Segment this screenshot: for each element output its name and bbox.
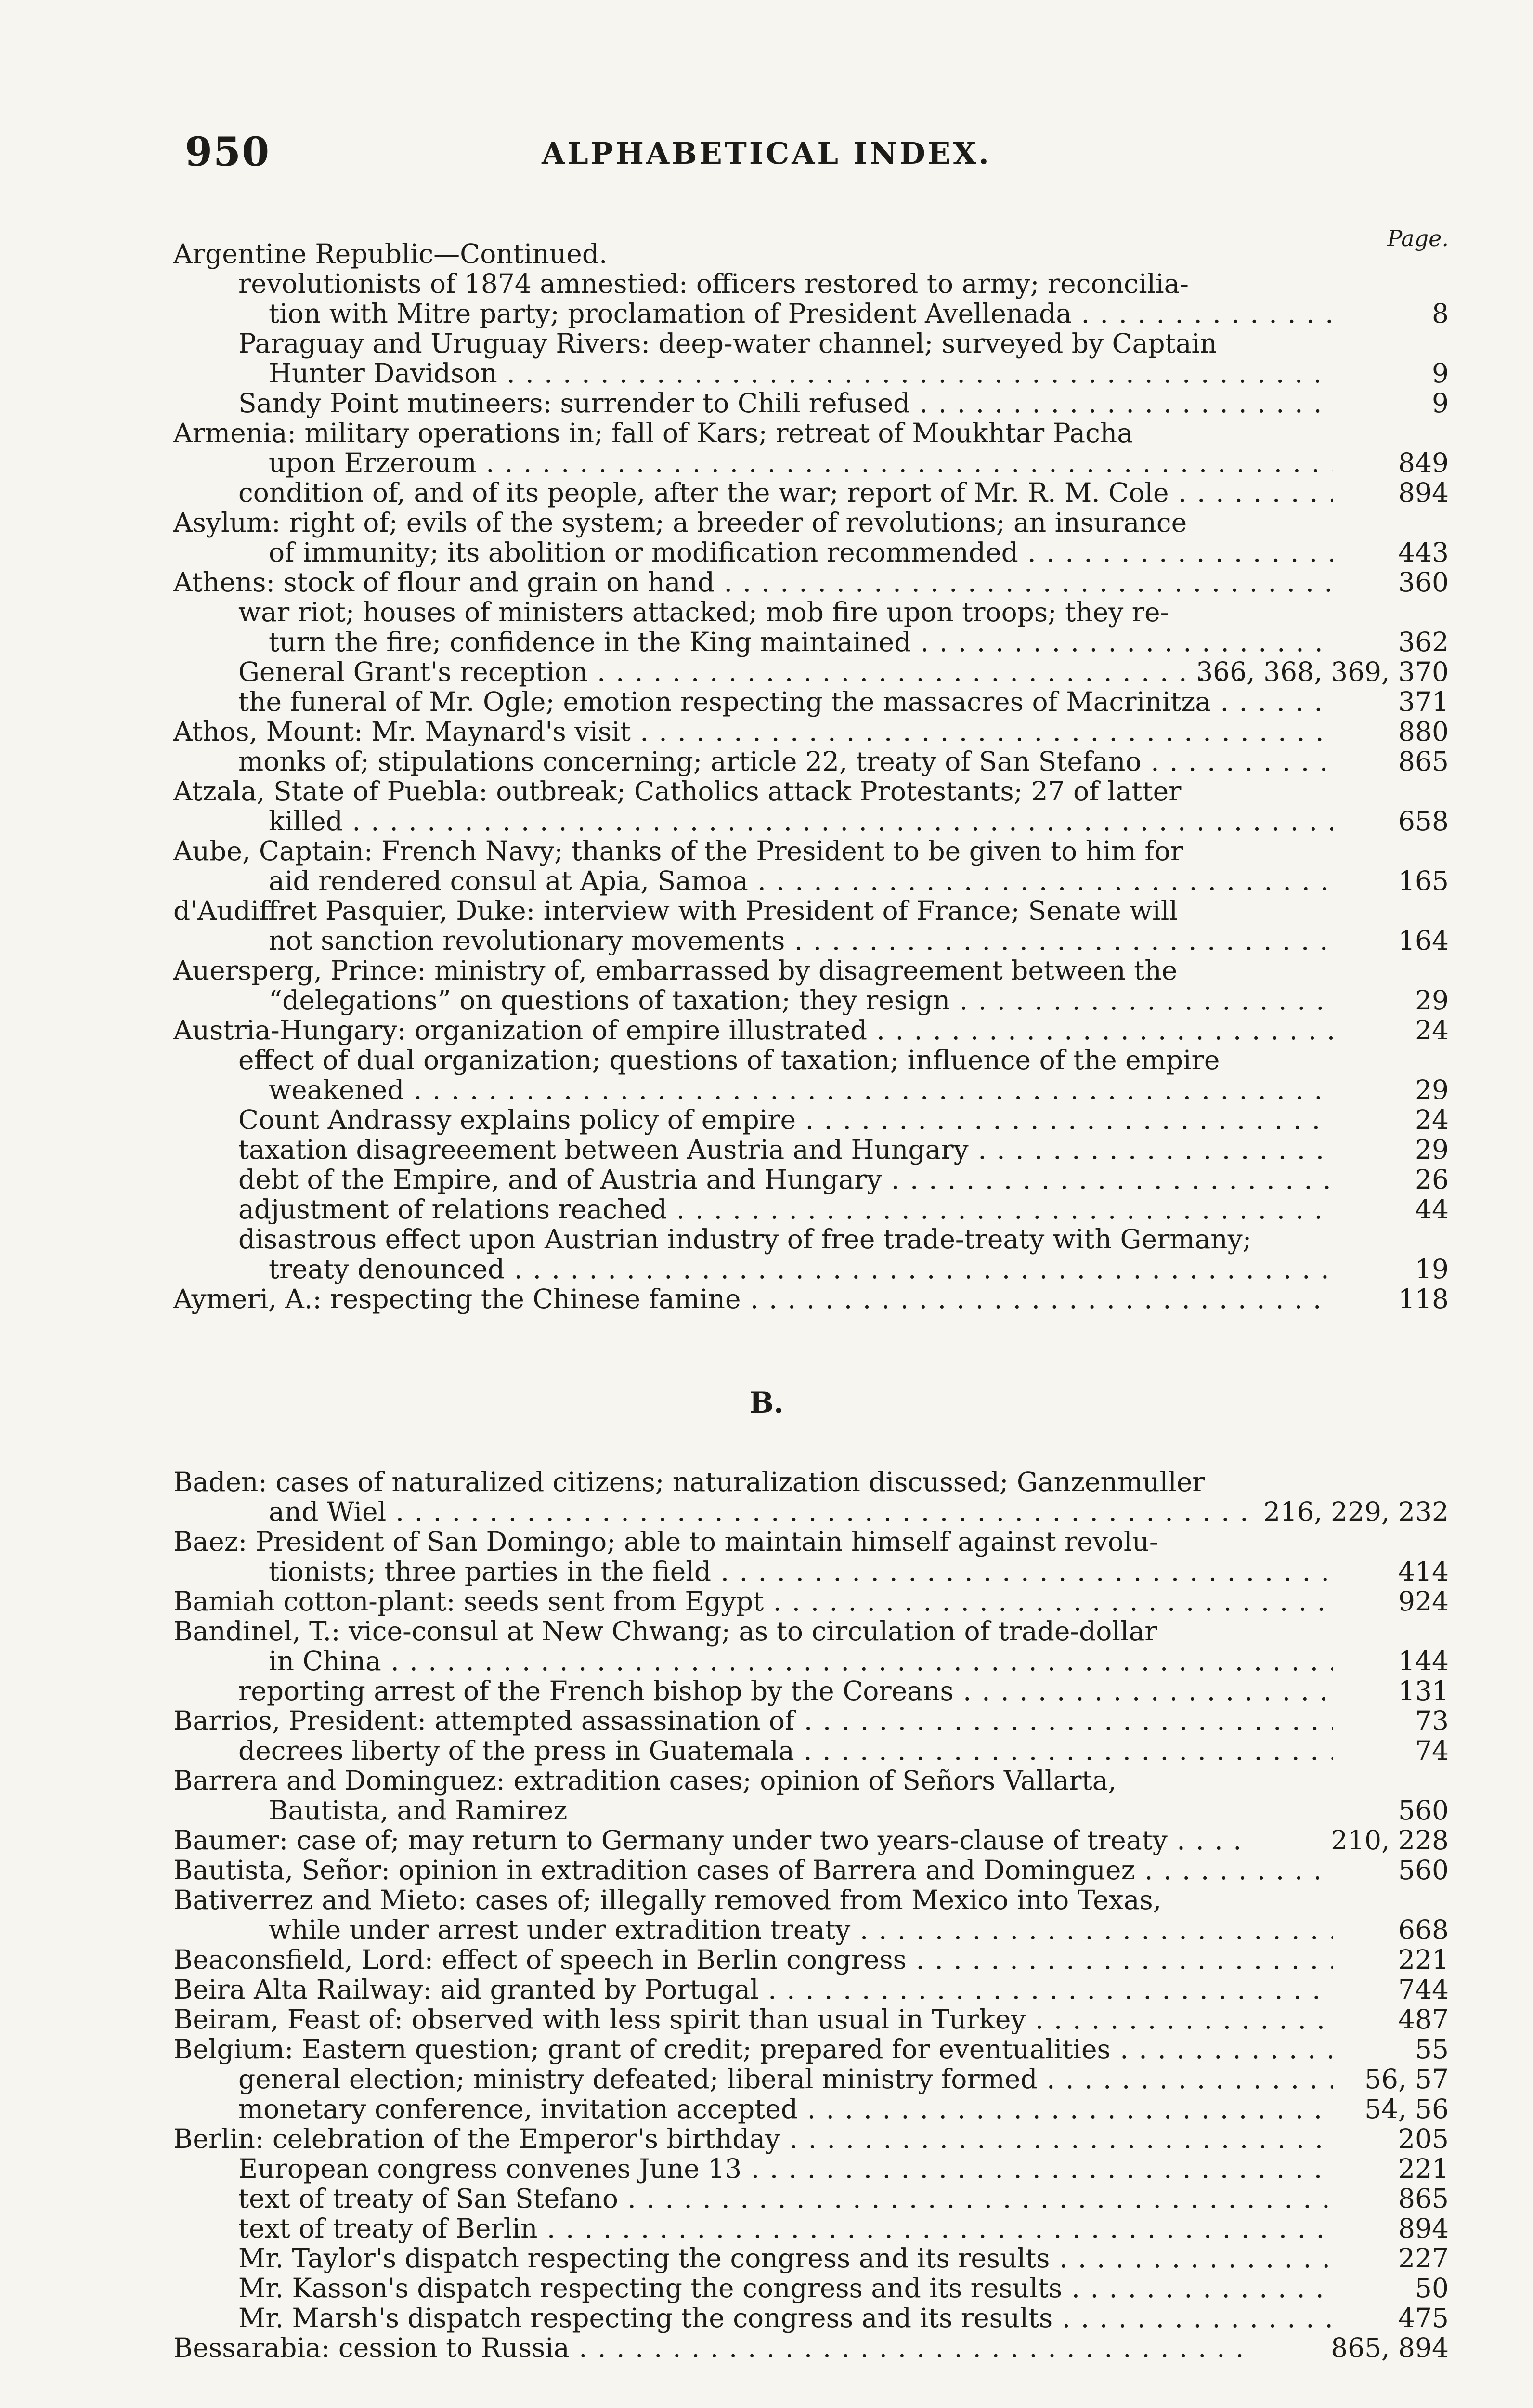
- entry-text: Mr. Kasson's dispatch respecting the congress and its results . . .: [238, 2273, 1333, 2303]
- index-entry-line: [0, 2213, 1533, 2243]
- index-entry-line: [0, 328, 1533, 358]
- entry-text: treaty denounced . . .: [269, 1254, 1333, 1284]
- entry-text: Aymeri, A.: respecting the Chinese famine . . .: [173, 1284, 1333, 1314]
- entry-text: in China . . .: [269, 1646, 1333, 1676]
- entry-page-reference: 24: [1415, 1015, 1449, 1046]
- entry-text: Barrios, President: attempted assassination of . . .: [173, 1706, 1333, 1736]
- index-entry-line: [0, 1497, 1533, 1527]
- entry-text: Armenia: military operations in; fall of Kars; retreat of Moukhtar Pacha: [173, 418, 1133, 448]
- entry-text: decrees liberty of the press in Guatemala . . .: [238, 1736, 1333, 1766]
- entry-text: disastrous effect upon Austrian industry of free trade-treaty with Germany;: [238, 1224, 1252, 1255]
- entry-text: Paraguay and Uruguay Rivers: deep-water channel; surveyed by Captain: [238, 328, 1217, 359]
- entry-text: of immunity; its abolition or modification recommended . . .: [269, 537, 1333, 567]
- section-letter-b: B.: [749, 1386, 784, 1420]
- entry-text: European congress convenes June 13 . . .: [238, 2154, 1333, 2184]
- index-entry-line: [0, 1165, 1533, 1194]
- entry-text: effect of dual organization; questions of taxation; influence of the empire: [238, 1045, 1220, 1075]
- entry-text: general election; ministry defeated; liberal ministry formed . . .: [238, 2064, 1333, 2094]
- index-entry-line: [0, 478, 1533, 508]
- index-entry-line: [0, 955, 1533, 985]
- entry-page-reference: 44: [1415, 1194, 1449, 1225]
- entry-text: turn the fire; confidence in the King maintained . . .: [269, 627, 1333, 657]
- index-entry-line: [0, 1586, 1533, 1616]
- entry-page-reference: 475: [1398, 2303, 1449, 2333]
- entry-text: Asylum: right of; evils of the system; a breeder of revolutions; an insurance: [173, 507, 1187, 538]
- index-entry-line: [0, 1945, 1533, 1975]
- entry-text: Austria-Hungary: organization of empire illustrated . . .: [173, 1015, 1333, 1045]
- index-entry-line: [0, 567, 1533, 597]
- entry-page-reference: 560: [1398, 1795, 1449, 1826]
- index-entry-line: [0, 2333, 1533, 2363]
- index-entry-line: [0, 1557, 1533, 1586]
- entry-text: Barrera and Dominguez: extradition cases; opinion of Señors Vallarta,: [173, 1765, 1117, 1796]
- entry-page-reference: 56, 57: [1364, 2064, 1449, 2094]
- entry-text: while under arrest under extradition treaty . . .: [269, 1915, 1333, 1945]
- entry-text: Mr. Taylor's dispatch respecting the congress and its results . . .: [238, 2243, 1333, 2273]
- index-entry-line: [0, 1135, 1533, 1165]
- entry-page-reference: 924: [1398, 1586, 1449, 1617]
- index-entry-line: [0, 2034, 1533, 2064]
- entry-page-reference: 744: [1398, 1974, 1449, 2005]
- index-entry-line: [0, 1885, 1533, 1915]
- entry-text: General Grant's reception . . .: [238, 657, 1249, 687]
- entry-text: Bautista, and Ramirez: [269, 1795, 568, 1826]
- entry-page-reference: 227: [1398, 2243, 1449, 2274]
- entry-page-reference: 443: [1398, 537, 1449, 568]
- entry-text: Baden: cases of naturalized citizens; naturalization discussed; Ganzenmuller: [173, 1466, 1205, 1497]
- index-entry-line: [0, 537, 1533, 567]
- index-entry-line: [0, 926, 1533, 955]
- index-entry-line: [0, 1706, 1533, 1736]
- index-entry-line: [0, 448, 1533, 478]
- entry-text: the funeral of Mr. Ogle; emotion respecting the massacres of Macrinitza . . .: [238, 687, 1333, 717]
- page-number: 950: [185, 129, 271, 175]
- index-entry-line: [0, 388, 1533, 418]
- entry-text: war riot; houses of ministers attacked; mob fire upon troops; they re-: [238, 597, 1169, 628]
- index-entry-line: [0, 2094, 1533, 2124]
- page-header: [0, 129, 1533, 251]
- entry-page-reference: 849: [1398, 447, 1449, 478]
- index-entry-line: [0, 1075, 1533, 1105]
- entry-text: monetary conference, invitation accepted . . .: [238, 2094, 1333, 2124]
- index-entry-line: [0, 1736, 1533, 1766]
- index-entry-line: [0, 1194, 1533, 1224]
- entry-text: Bativerrez and Mieto: cases of; illegally removed from Mexico into Texas,: [173, 1885, 1162, 1915]
- index-entry-line: [0, 2243, 1533, 2273]
- entry-text: Count Andrassy explains policy of empire . . .: [238, 1105, 1333, 1135]
- index-entry-line: [0, 985, 1533, 1015]
- entry-page-reference: 414: [1398, 1556, 1449, 1587]
- entry-text: Belgium: Eastern question; grant of credit; prepared for eventualities . . .: [173, 2034, 1333, 2064]
- entry-text: Bamiah cotton-plant: seeds sent from Egypt . . .: [173, 1586, 1333, 1616]
- entry-page-reference: 29: [1415, 1134, 1449, 1165]
- entry-text: tionists; three parties in the field . . .: [269, 1557, 1333, 1586]
- entry-text: and Wiel . . .: [269, 1497, 1249, 1527]
- entry-page-reference: 221: [1398, 1944, 1449, 1975]
- entry-page-reference: 29: [1415, 1074, 1449, 1105]
- index-entry-line: [0, 1254, 1533, 1284]
- index-entry-line: [0, 1284, 1533, 1314]
- entry-page-reference: 360: [1398, 567, 1449, 598]
- index-entry-line: [0, 1676, 1533, 1706]
- entry-text: Bessarabia: cession to Russia . . .: [173, 2333, 1249, 2363]
- entry-page-reference: 54, 56: [1364, 2094, 1449, 2124]
- entry-text: upon Erzeroum . . .: [269, 448, 1333, 478]
- index-entry-line: [0, 2184, 1533, 2213]
- entry-page-reference: 165: [1398, 865, 1449, 896]
- entry-page-reference: 9: [1432, 358, 1449, 389]
- index-entry-line: [0, 717, 1533, 746]
- index-section-b: [0, 1467, 1533, 2363]
- entry-text: Beaconsfield, Lord: effect of speech in Berlin congress . . .: [173, 1945, 1333, 1975]
- entry-page-reference: 8: [1432, 298, 1449, 329]
- index-entry-line: [0, 627, 1533, 657]
- entry-text: d'Audiffret Pasquier, Duke: interview with President of France; Senate will: [173, 895, 1178, 926]
- entry-text: Argentine Republic—Continued.: [173, 238, 608, 269]
- entry-text: text of treaty of Berlin . . .: [238, 2213, 1333, 2243]
- index-entry-line: [0, 508, 1533, 537]
- entry-page-reference: 74: [1415, 1735, 1449, 1766]
- index-entry-line: [0, 1527, 1533, 1557]
- index-entry-line: [0, 2303, 1533, 2333]
- entry-page-reference: 26: [1415, 1164, 1449, 1195]
- entry-page-reference: 118: [1398, 1283, 1449, 1314]
- index-entry-line: [0, 776, 1533, 806]
- index-entry-line: [0, 299, 1533, 328]
- index-entry-line: [0, 358, 1533, 388]
- entry-text: Aube, Captain: French Navy; thanks of the President to be given to him for: [173, 836, 1183, 866]
- index-entry-line: [0, 1616, 1533, 1646]
- entry-text: not sanction revolutionary movements . . .: [269, 926, 1333, 955]
- index-entry-line: [0, 1015, 1533, 1045]
- page-column-label: Page.: [1387, 225, 1449, 251]
- index-entry-line: [0, 269, 1533, 299]
- entry-page-reference: 73: [1415, 1705, 1449, 1736]
- entry-page-reference: 164: [1398, 925, 1449, 956]
- index-entry-line: [0, 1975, 1533, 2004]
- entry-text: Beiram, Feast of: observed with less spirit than usual in Turkey . . .: [173, 2004, 1333, 2034]
- entry-page-reference: 216, 229, 232: [1263, 1496, 1449, 1527]
- index-entry-line: [0, 597, 1533, 627]
- entry-text: Sandy Point mutineers: surrender to Chili refused . . .: [238, 388, 1333, 418]
- entry-page-reference: 366, 368, 369, 370: [1196, 656, 1449, 687]
- entry-page-reference: 865: [1398, 746, 1449, 777]
- entry-page-reference: 221: [1398, 2153, 1449, 2184]
- index-entry-line: [0, 806, 1533, 836]
- index-section-a: [0, 239, 1533, 1314]
- entry-page-reference: 205: [1398, 2123, 1449, 2154]
- entry-text: text of treaty of San Stefano . . .: [238, 2184, 1333, 2213]
- entry-text: Beira Alta Railway: aid granted by Portugal . . .: [173, 1975, 1333, 2004]
- entry-text: Bandinel, T.: vice-consul at New Chwang; as to circulation of trade-dollar: [173, 1616, 1157, 1647]
- index-entry-line: [0, 418, 1533, 448]
- entry-text: Baumer: case of; may return to Germany under two years-clause of treaty . . .: [173, 1825, 1249, 1855]
- entry-page-reference: 29: [1415, 985, 1449, 1016]
- index-entry-line: [0, 657, 1533, 687]
- running-title: ALPHABETICAL INDEX.: [542, 136, 991, 171]
- entry-text: Baez: President of San Domingo; able to maintain himself against revolu-: [173, 1526, 1158, 1557]
- index-entry-line: [0, 1795, 1533, 1825]
- index-entry-line: [0, 687, 1533, 717]
- entry-page-reference: 880: [1398, 716, 1449, 747]
- entry-text: revolutionists of 1874 amnestied: officers restored to army; reconcilia-: [238, 268, 1189, 299]
- entry-text: condition of, and of its people, after the war; report of Mr. R. M. Cole . . .: [238, 478, 1333, 508]
- entry-page-reference: 487: [1398, 2004, 1449, 2035]
- entry-text: Bautista, Señor: opinion in extradition cases of Barrera and Dominguez . . .: [173, 1855, 1333, 1885]
- entry-text: Atzala, State of Puebla: outbreak; Catholics attack Protestants; 27 of latter: [173, 776, 1182, 807]
- entry-text: killed . . .: [269, 806, 1333, 836]
- index-entry-line: [0, 1825, 1533, 1855]
- entry-text: Athens: stock of flour and grain on hand . . .: [173, 567, 1333, 597]
- index-entry-line: [0, 746, 1533, 776]
- entry-text: adjustment of relations reached . . .: [238, 1194, 1333, 1224]
- index-entry-line: [0, 1467, 1533, 1497]
- index-entry-line: [0, 1045, 1533, 1075]
- entry-page-reference: 371: [1398, 686, 1449, 717]
- entry-text: weakened . . .: [269, 1075, 1333, 1105]
- index-entry-line: [0, 2064, 1533, 2094]
- entry-page-reference: 560: [1398, 1855, 1449, 1885]
- index-entry-line: [0, 1105, 1533, 1135]
- entry-text: taxation disagreeement between Austria and Hungary . . .: [238, 1135, 1333, 1165]
- entry-text: “delegations” on questions of taxation; they resign . . .: [269, 985, 1333, 1015]
- entry-text: Hunter Davidson . . .: [269, 358, 1333, 388]
- entry-text: Auersperg, Prince: ministry of, embarrassed by disagreement between the: [173, 955, 1178, 986]
- entry-page-reference: 9: [1432, 388, 1449, 419]
- entry-page-reference: 131: [1398, 1675, 1449, 1706]
- index-entry-line: [0, 1915, 1533, 1945]
- entry-page-reference: 668: [1398, 1914, 1449, 1945]
- entry-page-reference: 50: [1415, 2273, 1449, 2303]
- index-entry-line: [0, 2154, 1533, 2184]
- index-entry-line: [0, 2124, 1533, 2154]
- index-entry-line: [0, 896, 1533, 926]
- entry-page-reference: 658: [1398, 806, 1449, 837]
- entry-page-reference: 210, 228: [1331, 1825, 1449, 1856]
- entry-page-reference: 865, 894: [1331, 2332, 1449, 2363]
- index-entry-line: [0, 836, 1533, 866]
- entry-text: Berlin: celebration of the Emperor's birthday . . .: [173, 2124, 1333, 2154]
- index-entry-line: [0, 866, 1533, 896]
- index-entry-line: [0, 1224, 1533, 1254]
- entry-text: tion with Mitre party; proclamation of President Avellenada . . .: [269, 299, 1333, 328]
- entry-text: debt of the Empire, and of Austria and Hungary . . .: [238, 1165, 1333, 1194]
- entry-text: Athos, Mount: Mr. Maynard's visit . . .: [173, 717, 1333, 746]
- entry-text: reporting arrest of the French bishop by the Coreans . . .: [238, 1676, 1333, 1706]
- index-entry-line: [0, 1766, 1533, 1795]
- index-entry-line: [0, 1855, 1533, 1885]
- entry-text: monks of; stipulations concerning; article 22, treaty of San Stefano . . .: [238, 746, 1333, 776]
- entry-page-reference: 24: [1415, 1104, 1449, 1135]
- entry-page-reference: 894: [1398, 2213, 1449, 2244]
- entry-page-reference: 894: [1398, 477, 1449, 508]
- index-entry-line: [0, 239, 1533, 269]
- entry-page-reference: 144: [1398, 1646, 1449, 1676]
- entry-page-reference: 865: [1398, 2183, 1449, 2214]
- entry-text: Mr. Marsh's dispatch respecting the congress and its results . . .: [238, 2303, 1333, 2333]
- entry-page-reference: 362: [1398, 627, 1449, 657]
- index-entry-line: [0, 2273, 1533, 2303]
- entry-page-reference: 19: [1415, 1254, 1449, 1284]
- index-entry-line: [0, 2004, 1533, 2034]
- index-entry-line: [0, 1646, 1533, 1676]
- entry-page-reference: 55: [1415, 2034, 1449, 2065]
- entry-text: aid rendered consul at Apia, Samoa . . .: [269, 866, 1333, 896]
